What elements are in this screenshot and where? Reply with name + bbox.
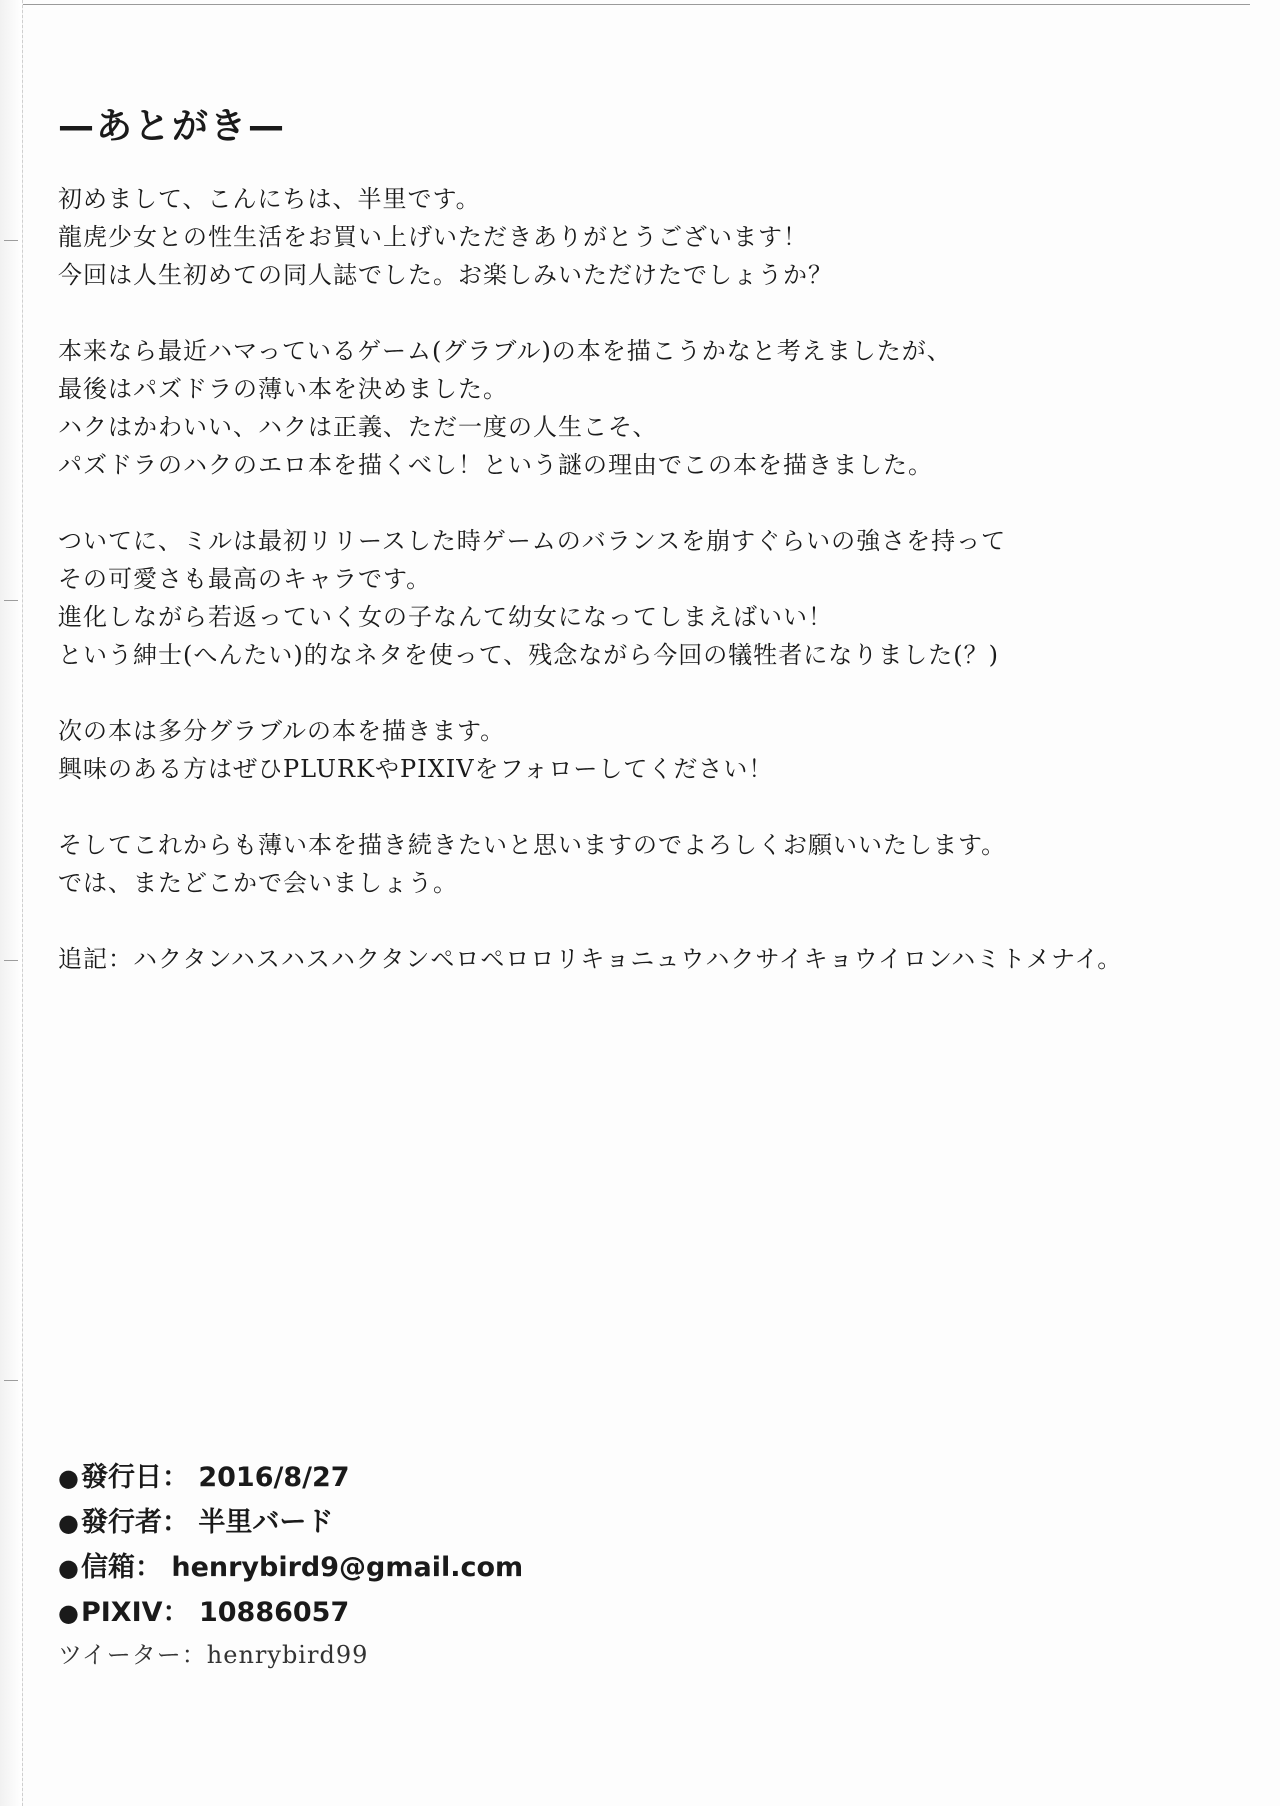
colophon-label: 發行日： xyxy=(80,1462,189,1493)
colophon-value: henrybird9@gmail.com xyxy=(171,1552,524,1583)
text-line: では、またどこかで会いましょう。 xyxy=(58,869,458,897)
page-binding-edge xyxy=(0,0,23,1806)
colophon-value: 2016/8/27 xyxy=(198,1462,350,1493)
binding-notch xyxy=(4,960,18,961)
text-line: 追記：ハクタンハスハスハクタンペロペロロリキョニュウハクサイキョウイロンハミトメナイ。 xyxy=(58,945,1123,973)
paragraph-next-book xyxy=(58,712,1238,788)
colophon-label: PIXIV： xyxy=(80,1597,190,1628)
colophon-pixiv xyxy=(58,1590,523,1635)
text-line: その可愛さも最高のキャラです。 xyxy=(58,565,432,593)
paragraph-reason xyxy=(58,332,1238,484)
text-line: 進化しながら若返っていく女の子なんて幼女になってしまえばいい！ xyxy=(58,603,833,631)
text-line: ついてに、ミルは最初リリースした時ゲームのバランスを崩すぐらいの強さを持って xyxy=(58,527,1007,555)
colophon-label: 發行者： xyxy=(80,1507,189,1538)
afterword-title: —あとがき— xyxy=(58,106,287,147)
page-top-edge xyxy=(10,0,1250,5)
bullet-icon: ● xyxy=(58,1554,79,1582)
colophon-email xyxy=(58,1545,523,1590)
text-line: 次の本は多分グラブルの本を描きます。 xyxy=(58,717,506,745)
paragraph-closing xyxy=(58,826,1238,902)
binding-notch xyxy=(4,240,18,241)
colophon-value: 10886057 xyxy=(198,1597,350,1628)
binding-notch xyxy=(4,600,18,601)
text-line: 最後はパズドラの薄い本を決めました。 xyxy=(58,375,508,403)
text-line: 初めまして、こんにちは、半里です。 xyxy=(58,185,481,213)
text-line: 興味のある方はぜひPLURKやPIXIVをフォローしてください！ xyxy=(58,755,774,783)
text-line: 本来なら最近ハマっているゲーム(グラブル)の本を描こうかなと考えましたが、 xyxy=(58,337,952,365)
colophon-publish-date xyxy=(58,1455,523,1500)
colophon-label: 信箱： xyxy=(80,1552,162,1583)
paragraph-postscript xyxy=(58,940,1238,978)
paragraph-greeting xyxy=(58,180,1238,294)
colophon-value: 半里バード xyxy=(198,1507,334,1538)
text-line: という紳士(へんたい)的なネタを使って、残念ながら今回の犠牲者になりました(？) xyxy=(58,641,999,669)
colophon-publisher xyxy=(58,1500,523,1545)
text-line: パズドラのハクのエロ本を描くべし！という謎の理由でこの本を描きました。 xyxy=(58,451,933,479)
text-line: ハクはかわいい、ハクは正義、ただ一度の人生こそ、 xyxy=(58,413,658,441)
text-line: そしてこれからも薄い本を描き続きたいと思いますのでよろしくお願いいたします。 xyxy=(58,831,1007,859)
colophon xyxy=(58,1455,523,1675)
text-line: 龍虎少女との性生活をお買い上げいただきありがとうございます！ xyxy=(58,223,808,251)
bullet-icon: ● xyxy=(58,1509,79,1537)
colophon-twitter: ツイーター：henrybird99 xyxy=(58,1641,369,1669)
text-line: 今回は人生初めての同人誌でした。お楽しみいただけたでしょうか？ xyxy=(58,261,833,289)
bullet-icon: ● xyxy=(58,1464,79,1492)
binding-notch xyxy=(4,1380,18,1381)
bullet-icon: ● xyxy=(58,1599,79,1627)
afterword-body xyxy=(58,180,1238,1016)
paragraph-character xyxy=(58,522,1238,674)
